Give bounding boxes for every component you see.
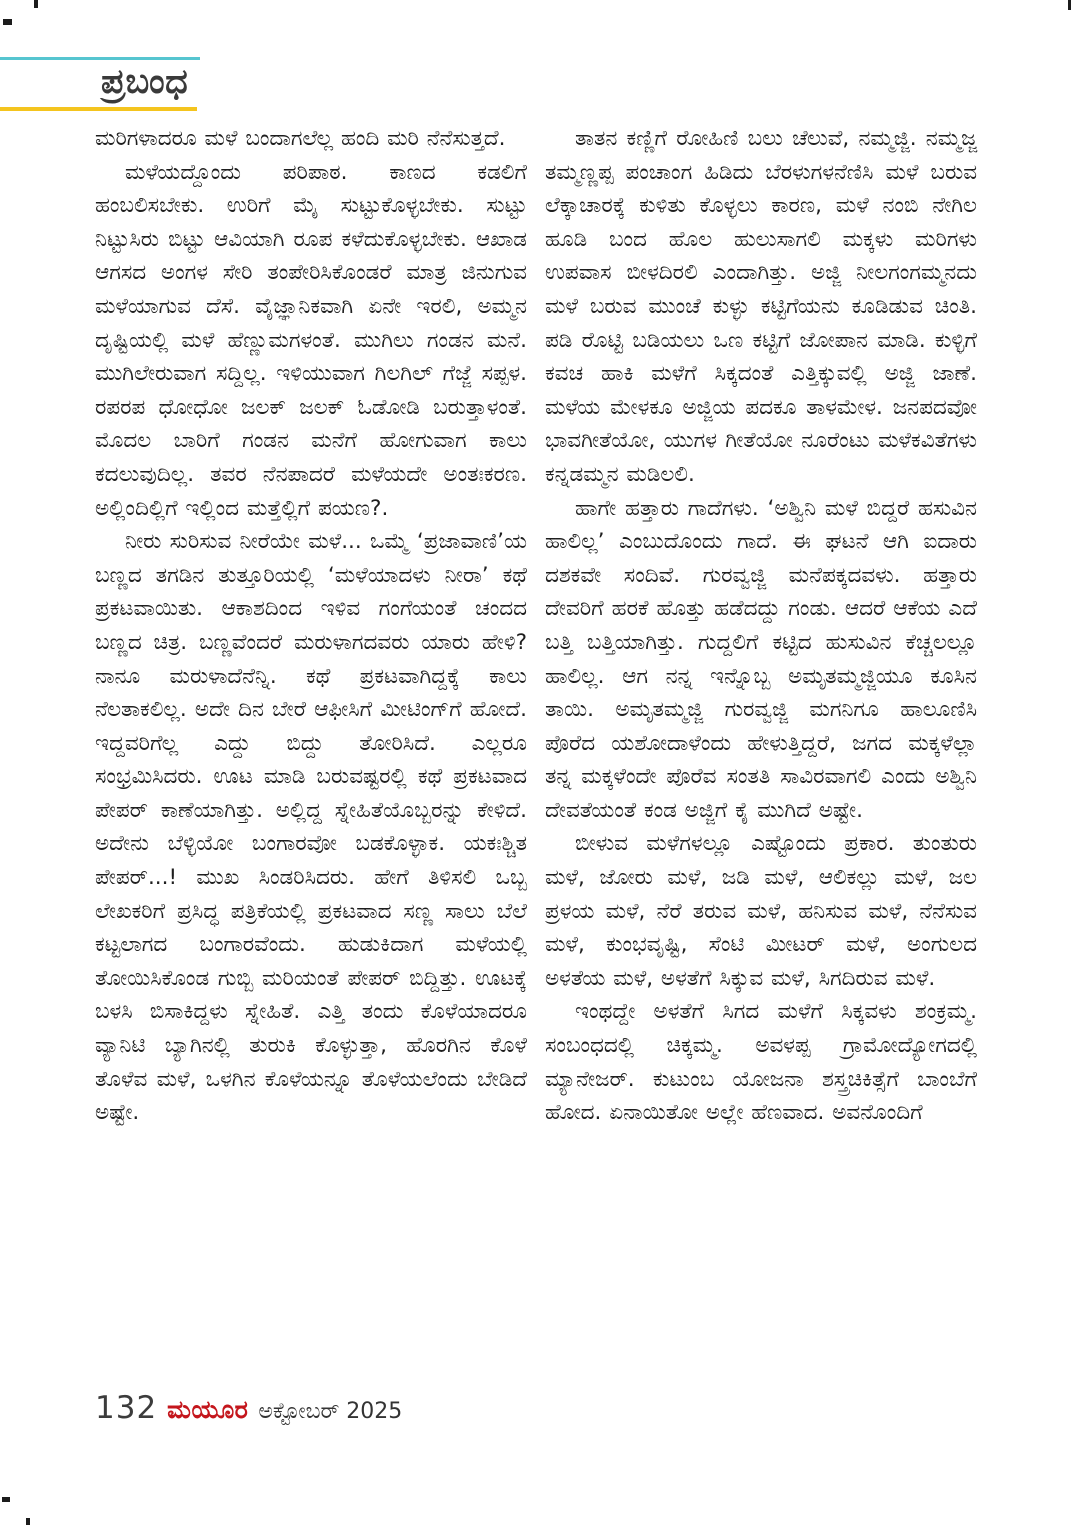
article-body	[95, 122, 977, 1130]
page-footer	[95, 1390, 402, 1426]
header-yellow-rule	[0, 107, 197, 111]
registration-mark-bottom-left-dash	[2, 1497, 10, 1502]
paragraph: ಇಂಥದ್ದೇ ಅಳತೆಗೆ ಸಿಗದ ಮಳೆಗೆ ಸಿಕ್ಕವಳು ಶಂಕ್ರಮ್ಮ. ಸಂಬಂಧದಲ್ಲಿ ಚಿಕ್ಕಮ್ಮ. ಅವಳಪ್ಪ ಗ್ರಾಮೋದ್ಯೋಗದಲ್ಲಿ ಮ್ಯಾನೇಜರ್. ಕುಟುಂಬ ಯೋಜನಾ ಶಸ್ತ್ರಚಿಕಿತ್ಸೆಗೆ ಬಾಂಬೆಗೆ ಹೋದ. ಏನಾಯಿತೋ ಅಲ್ಲೇ ಹೆಣವಾದ. ಅವನೊಂದಿಗೆ	[545, 999, 977, 1126]
paragraph: ಹಾಗೇ ಹತ್ತಾರು ಗಾದೆಗಳು. ‘ಅಶ್ವಿನಿ ಮಳೆ ಬಿದ್ದರೆ ಹಸುವಿನ ಹಾಲಿಲ್ಲ’ ಎಂಬುದೊಂದು ಗಾದೆ. ಈ ಘಟನೆ ಆಗಿ ಐದಾರು ದಶಕವೇ ಸಂದಿವೆ. ಗುರವ್ವಜ್ಜಿ ಮನೆಪಕ್ಕದವಳು. ಹತ್ತಾರು ದೇವರಿಗೆ ಹರಕೆ ಹೊತ್ತು ಹಡೆದದ್ದು ಗಂಡು. ಆದರೆ ಆಕೆಯ ಎದೆ ಬತ್ತಿ ಬತ್ತಿಯಾಗಿತ್ತು. ಗುದ್ದಲಿಗೆ ಕಟ್ಟಿದ ಹುಸುವಿನ ಕೆಚ್ಚಲಲ್ಲೂ ಹಾಲಿಲ್ಲ. ಆಗ ನನ್ನ ಇನ್ನೊಬ್ಬ ಅಮೃತಮ್ಮಜ್ಜಿಯೂ ಕೂಸಿನ ತಾಯಿ. ಅಮೃತಮ್ಮಜ್ಜಿ ಗುರವ್ವಜ್ಜಿ ಮಗನಿಗೂ ಹಾಲೂಣಿಸಿ ಪೊರೆದ ಯಶೋದಾಳೆಂದು ಹೇಳುತ್ತಿದ್ದರೆ, ಜಗದ ಮಕ್ಕಳೆಲ್ಲಾ ತನ್ನ ಮಕ್ಕಳೆಂದೇ ಪೊರೆವ ಸಂತತಿ ಸಾವಿರವಾಗಲಿ ಎಂದು ಅಶ್ವಿನಿ ದೇವತೆಯಂತೆ ಕಂಡ ಅಜ್ಜಿಗೆ ಕೈ ಮುಗಿದೆ ಅಷ್ಟೇ.	[545, 495, 977, 823]
right-column	[545, 122, 977, 1130]
page-number: 132	[95, 1390, 158, 1426]
paragraph: ಬೀಳುವ ಮಳೆಗಳಲ್ಲೂ ಎಷ್ಟೊಂದು ಪ್ರಕಾರ. ತುಂತುರು ಮಳೆ, ಜೋರು ಮಳೆ, ಜಡಿ ಮಳೆ, ಆಲಿಕಲ್ಲು ಮಳೆ, ಜಲ ಪ್ರಳಯ ಮಳೆ, ನೆರೆ ತರುವ ಮಳೆ, ಹನಿಸುವ ಮಳೆ, ನೆನೆಸುವ ಮಳೆ, ಕುಂಭವೃಷ್ಟಿ, ಸೆಂಟಿ ಮೀಟರ್ ಮಳೆ, ಅಂಗುಲದ ಅಳತೆಯ ಮಳೆ, ಅಳತೆಗೆ ಸಿಕ್ಕುವ ಮಳೆ, ಸಿಗದಿರುವ ಮಳೆ.	[545, 831, 977, 991]
registration-mark-top-left-tick	[34, 0, 38, 8]
registration-mark-bottom-left-tick	[26, 1518, 30, 1525]
registration-mark-top-right-tick	[1068, 0, 1071, 10]
issue-date: ಅಕ್ಟೋಬರ್ 2025	[258, 1399, 403, 1424]
magazine-logo: ಮಯೂರ	[167, 1395, 249, 1424]
registration-mark-top-left-dash	[3, 19, 12, 25]
paragraph: ಮರಿಗಳಾದರೂ ಮಳೆ ಬಂದಾಗಲೆಲ್ಲ ಹಂದಿ ಮರಿ ನೆನೆಸುತ್ತದೆ.	[95, 126, 506, 151]
header-teal-rule	[0, 57, 200, 60]
paragraph: ತಾತನ ಕಣ್ಣಿಗೆ ರೋಹಿಣಿ ಬಲು ಚೆಲುವೆ, ನಮ್ಮಜ್ಜಿ. ನಮ್ಮಜ್ಜ ತಮ್ಮಣ್ಣಪ್ಪ ಪಂಚಾಂಗ ಹಿಡಿದು ಬೆರಳುಗಳನೆಣಿಸಿ ಮಳೆ ಬರುವ ಲೆಕ್ಕಾಚಾರಕ್ಕೆ ಕುಳಿತು ಕೊಳ್ಳಲು ಕಾರಣ, ಮಳೆ ನಂಬಿ ನೇಗಿಲ ಹೂಡಿ ಬಂದ ಹೊಲ ಹುಲುಸಾಗಲಿ ಮಕ್ಕಳು ಮರಿಗಳು ಉಪವಾಸ ಬೀಳದಿರಲಿ ಎಂದಾಗಿತ್ತು. ಅಜ್ಜಿ ನೀಲಗಂಗಮ್ಮನದು ಮಳೆ ಬರುವ ಮುಂಚೆ ಕುಳ್ಳು ಕಟ್ಟಿಗೆಯನು ಕೂಡಿಡುವ ಚಿಂತಿ. ಪಡಿ ರೊಟ್ಟಿ ಬಡಿಯಲು ಒಣ ಕಟ್ಟಿಗೆ ಜೋಪಾನ ಮಾಡಿ. ಕುಳ್ಳಿಗೆ ಕವಚ ಹಾಕಿ ಮಳೆಗೆ ಸಿಕ್ಕದಂತೆ ಎತ್ತಿಕ್ಕುವಲ್ಲಿ ಅಜ್ಜಿ ಜಾಣೆ. ಮಳೆಯ ಮೇಳಕೂ ಅಜ್ಜಿಯ ಪದಕೂ ತಾಳಮೇಳ. ಜನಪದವೋ ಭಾವಗೀತೆಯೋ, ಯುಗಳ ಗೀತೆಯೋ ನೂರೆಂಟು ಮಳೆಕವಿತೆಗಳು ಕನ್ನಡಮ್ಮನ ಮಡಿಲಲಿ.	[545, 126, 977, 487]
left-column	[95, 122, 527, 1130]
paragraph: ನೀರು ಸುರಿಸುವ ನೀರೆಯೇ ಮಳೆ... ಒಮ್ಮೆ ‘ಪ್ರಜಾವಾಣಿ’ಯ ಬಣ್ಣದ ತಗಡಿನ ತುತ್ತೂರಿಯಲ್ಲಿ ‘ಮಳೆಯಾದಳು ನೀರಾ’ ಕಥೆ ಪ್ರಕಟವಾಯಿತು. ಆಕಾಶದಿಂದ ಇಳಿವ ಗಂಗೆಯಂತೆ ಚಂದದ ಬಣ್ಣದ ಚಿತ್ರ. ಬಣ್ಣವೆಂದರೆ ಮರುಳಾಗದವರು ಯಾರು ಹೇಳಿ? ನಾನೂ ಮರುಳಾದೆನೆನ್ನಿ. ಕಥೆ ಪ್ರಕಟವಾಗಿದ್ದಕ್ಕೆ ಕಾಲು ನೆಲತಾಕಲಿಲ್ಲ. ಅದೇ ದಿನ ಬೇರೆ ಆಫೀಸಿಗೆ ಮೀಟಿಂಗ್‌ಗೆ ಹೋದೆ. ಇದ್ದವರಿಗೆಲ್ಲ ಎದ್ದು ಬಿದ್ದು ತೋರಿಸಿದೆ. ಎಲ್ಲರೂ ಸಂಭ್ರಮಿಸಿದರು. ಊಟ ಮಾಡಿ ಬರುವಷ್ಟರಲ್ಲಿ ಕಥೆ ಪ್ರಕಟವಾದ ಪೇಪರ್ ಕಾಣೆಯಾಗಿತ್ತು. ಅಲ್ಲಿದ್ದ ಸ್ನೇಹಿತೆಯೊಬ್ಬರನ್ನು ಕೇಳಿದೆ. ಅದೇನು ಬೆಳ್ಳಿಯೋ ಬಂಗಾರವೋ ಬಡಕೊಳ್ಳಾಕ. ಯಕಃಶ್ಚಿತ ಪೇಪರ್...! ಮುಖ ಸಿಂಡರಿಸಿದರು. ಹೇಗೆ ತಿಳಿಸಲಿ ಒಬ್ಬ ಲೇಖಕರಿಗೆ ಪ್ರಸಿದ್ಧ ಪತ್ರಿಕೆಯಲ್ಲಿ ಪ್ರಕಟವಾದ ಸಣ್ಣ ಸಾಲು ಬೆಲೆ ಕಟ್ಟಲಾಗದ ಬಂಗಾರವೆಂದು. ಹುಡುಕಿದಾಗ ಮಳೆಯಲ್ಲಿ ತೋಯಿಸಿಕೊಂಡ ಗುಬ್ಬಿ ಮರಿಯಂತೆ ಪೇಪರ್ ಬಿದ್ದಿತ್ತು. ಊಟಕ್ಕೆ ಬಳಸಿ ಬಿಸಾಕಿದ್ದಳು ಸ್ನೇಹಿತೆ. ಎತ್ತಿ ತಂದು ಕೊಳೆಯಾದರೂ ವ್ಯಾನಿಟಿ ಬ್ಯಾಗಿನಲ್ಲಿ ತುರುಕಿ ಕೊಳ್ಳುತ್ತಾ, ಹೊರಗಿನ ಕೊಳೆ ತೊಳೆವ ಮಳೆ, ಒಳಗಿನ ಕೊಳೆಯನ್ನೂ ತೊಳೆಯಲೆಂದು ಬೇಡಿದೆ ಅಷ್ಟೇ.	[95, 529, 527, 1126]
paragraph: ಮಳೆಯದ್ದೊಂದು ಪರಿಪಾಠ. ಕಾಣದ ಕಡಲಿಗೆ ಹಂಬಲಿಸಬೇಕು. ಉರಿಗೆ ಮೈ ಸುಟ್ಟುಕೊಳ್ಳಬೇಕು. ಸುಟ್ಟು ನಿಟ್ಟುಸಿರು ಬಿಟ್ಟು ಆವಿಯಾಗಿ ರೂಪ ಕಳೆದುಕೊಳ್ಳಬೇಕು. ಆಖಾಡ ಆಗಸದ ಅಂಗಳ ಸೇರಿ ತಂಪೇರಿಸಿಕೊಂಡರೆ ಮಾತ್ರ ಜಿನುಗುವ ಮಳೆಯಾಗುವ ದೆಸೆ. ವೈಜ್ಞಾನಿಕವಾಗಿ ಏನೇ ಇರಲಿ, ಅಮ್ಮನ ದೃಷ್ಟಿಯಲ್ಲಿ ಮಳೆ ಹೆಣ್ಣುಮಗಳಂತೆ. ಮುಗಿಲು ಗಂಡನ ಮನೆ. ಮುಗಿಲೇರುವಾಗ ಸದ್ದಿಲ್ಲ. ಇಳಿಯುವಾಗ ಗಿಲಗಿಲ್ ಗೆಜ್ಜೆ ಸಪ್ಪಳ. ರಪರಪ ಧೋಧೋ ಜಲಕ್ ಜಲಕ್ ಓಡೋಡಿ ಬರುತ್ತಾಳಂತೆ. ಮೊದಲ ಬಾರಿಗೆ ಗಂಡನ ಮನೆಗೆ ಹೋಗುವಾಗ ಕಾಲು ಕದಲುವುದಿಲ್ಲ. ತವರ ನೆನಪಾದರೆ ಮಳೆಯದೇ ಅಂತಃಕರಣ. ಅಲ್ಲಿಂದಿಲ್ಲಿಗೆ ಇಲ್ಲಿಂದ ಮತ್ತೆಲ್ಲಿಗೆ ಪಯಣ?.	[95, 159, 527, 521]
section-title: ಪ್ರಬಂಧ	[101, 62, 189, 102]
